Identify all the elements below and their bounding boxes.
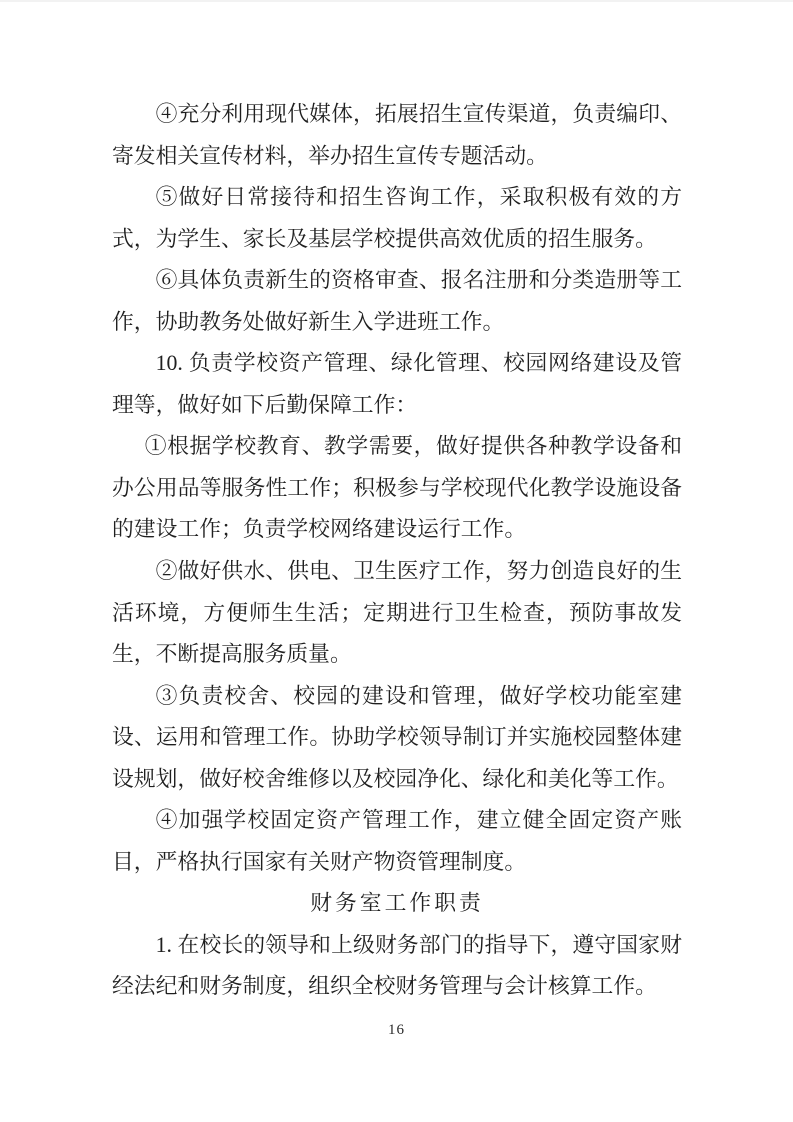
paragraph: 10. 负责学校资产管理、绿化管理、校园网络建设及管理等，做好如下后勤保障工作： [112,351,682,417]
document-body [112,94,682,1008]
paragraph: ④充分利用现代媒体，拓展招生宣传渠道，负责编印、寄发相关宣传材料，举办招生宣传专题活动。 [112,102,682,168]
paragraph: ①根据学校教育、教学需要，做好提供各种教学设备和办公用品等服务性工作；积极参与学校现代化教学设施设备的建设工作；负责学校网络建设运行工作。 [112,434,682,542]
paragraph: ②做好供水、供电、卫生医疗工作，努力创造良好的生活环境，方便师生生活；定期进行卫生检查，预防事故发生，不断提高服务质量。 [112,559,682,667]
paragraph: ⑥具体负责新生的资格审查、报名注册和分类造册等工作，协助教务处做好新生入学进班工作。 [112,268,682,334]
paragraph: ③负责校舍、校园的建设和管理，做好学校功能室建设、运用和管理工作。协助学校领导制订并实施校园整体建设规划，做好校舍维修以及校园净化、绿化和美化等工作。 [112,683,682,791]
paragraph: ⑤做好日常接待和招生咨询工作，采取积极有效的方式，为学生、家长及基层学校提供高效优质的招生服务。 [112,185,682,251]
paragraph: 1. 在校长的领导和上级财务部门的指导下，遵守国家财经法纪和财务制度，组织全校财务管理与会计核算工作。 [112,932,682,999]
paragraph: ④加强学校固定资产管理工作，建立健全固定资产账目，严格执行国家有关财产物资管理制度。 [112,808,682,874]
section-heading: 财务室工作职责 [310,891,484,916]
page-number: 16 [388,1022,405,1038]
